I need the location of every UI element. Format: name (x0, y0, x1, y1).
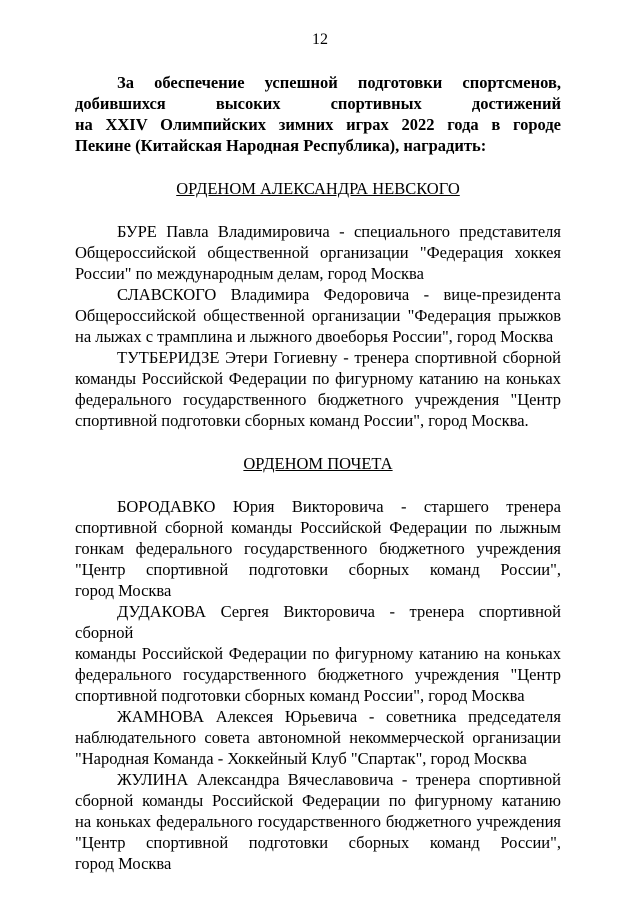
intro-line: добившихся высоких спортивных достижений (75, 94, 561, 113)
awardee-line: на лыжах с трамплина и лыжного двоеборья России", город Москва (75, 327, 554, 346)
awardee-line: федерального государственного бюджетного учреждения "Центр (75, 665, 561, 684)
awardee-line: "Центр спортивной подготовки сборных команд России", (75, 833, 561, 852)
awardee-line: БОРОДАВКО Юрия Викторовича - старшего тренера (117, 497, 561, 516)
awardee-line: СЛАВСКОГО Владимира Федоровича - вице-президента (117, 285, 561, 304)
awardee-line: на коньках федерального государственного бюджетного учреждения (75, 812, 561, 831)
awardee-line: команды Российской Федерации по фигурному катанию на коньках (75, 369, 561, 388)
document-body (75, 72, 561, 874)
page-number: 12 (312, 31, 328, 48)
awardee-entry (75, 706, 561, 769)
awardee-list-nevsky (75, 221, 561, 431)
awardee-line: России" по международным делам, город Москва (75, 264, 424, 283)
awardee-line: гонкам федерального государственного бюджетного учреждения (75, 539, 561, 558)
awardee-line: Общероссийской общественной организации "Федерация хоккея (75, 243, 561, 262)
awardee-entry (75, 284, 561, 347)
awardee-line: ТУТБЕРИДЗЕ Этери Гогиевну - тренера спортивной сборной (117, 348, 561, 367)
awardee-list-honour (75, 496, 561, 874)
awardee-line: БУРЕ Павла Владимировича - специального представителя (117, 222, 561, 241)
awardee-line: Общероссийской общественной организации "Федерация прыжков (75, 306, 561, 325)
awardee-line: ДУДАКОВА Сергея Викторовича - тренера спортивной сборной (75, 602, 561, 642)
intro-line: За обеспечение успешной подготовки спортсменов, (117, 73, 561, 92)
awardee-entry (75, 347, 561, 431)
section-heading-order-alexander-nevsky: ОРДЕНОМ АЛЕКСАНДРА НЕВСКОГО (176, 179, 460, 198)
intro-line: Пекине (Китайская Народная Республика), наградить: (75, 136, 487, 155)
awardee-line: "Народная Команда - Хоккейный Клуб "Спартак", город Москва (75, 749, 527, 768)
awardee-line: команды Российской Федерации по фигурному катанию на коньках (75, 644, 561, 663)
intro-line: на XXIV Олимпийских зимних играх 2022 года в городе (75, 115, 561, 134)
awardee-entry (75, 601, 561, 706)
awardee-line: сборной команды Российской Федерации по фигурному катанию (75, 791, 561, 810)
awardee-line: спортивной сборной команды Российской Федерации по лыжным (75, 518, 561, 537)
section-heading-order-of-honour: ОРДЕНОМ ПОЧЕТА (243, 454, 393, 473)
awardee-entry (75, 496, 561, 601)
awardee-entry (75, 769, 561, 874)
award-intro-paragraph (75, 72, 561, 156)
awardee-line: наблюдательного совета автономной некоммерческой организации (75, 728, 561, 747)
awardee-line: город Москва (75, 581, 172, 600)
awardee-line: федерального государственного бюджетного учреждения "Центр (75, 390, 561, 409)
awardee-line: "Центр спортивной подготовки сборных команд России", (75, 560, 561, 579)
awardee-line: спортивной подготовки сборных команд России", город Москва. (75, 411, 529, 430)
awardee-line: спортивной подготовки сборных команд России", город Москва (75, 686, 525, 705)
awardee-line: ЖАМНОВА Алексея Юрьевича - советника председателя (117, 707, 561, 726)
awardee-line: город Москва (75, 854, 172, 873)
awardee-entry (75, 221, 561, 284)
awardee-line: ЖУЛИНА Александра Вячеславовича - тренера спортивной (117, 770, 561, 789)
